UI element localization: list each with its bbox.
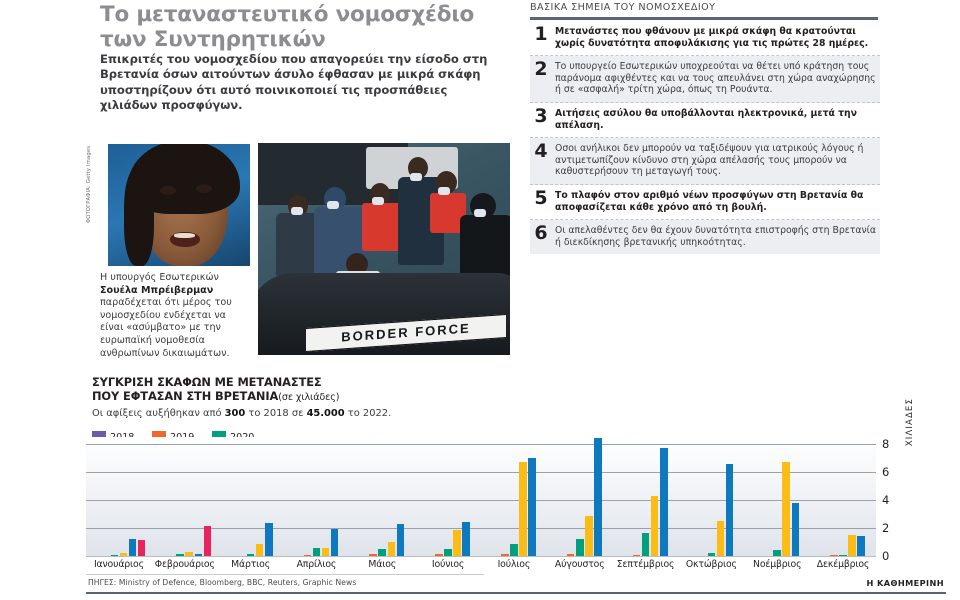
bar-2022-Δεκέμβριος: [857, 536, 865, 557]
key-point-text: Οι απελαθέντες δεν θα έχουν δυνατότητα επιστροφής στη Βρετανία ή διεκδίκησης βρετανικής υπηκοότητας.: [555, 225, 876, 248]
bar-2022-Αύγουστος: [594, 438, 602, 557]
y-tick-0: 0: [882, 549, 890, 563]
photo-face-mask: [410, 173, 422, 181]
caption-person-name: Σουέλα Μπρέιβερμαν: [100, 284, 214, 296]
bar-group: [481, 437, 547, 557]
photo-eye-left: [160, 186, 176, 195]
axis-baseline: [86, 556, 876, 557]
bar-2020-Σεπτέμβριος: [642, 533, 650, 557]
key-points-list: [530, 21, 880, 254]
bar-2022-Ιανουάριος: [129, 539, 137, 557]
photo-credit: ΦΩΤΟΓΡΑΦΙΑ: Getty Images: [86, 146, 92, 224]
panel-divider: [530, 17, 878, 20]
bar-group: [283, 437, 349, 557]
key-point-number: 4: [534, 140, 548, 163]
bar-group: [415, 437, 481, 557]
subheadline: Επικριτές του νομοσχεδίου που απαγορεύει την είσοδο στη Βρετανία όσων αιτούντων άσυλο έφθασαν με μικρά σκάφη υποστηρίζουν ότι αυτό ποινικοποιεί τις προσπάθειες χιλιάδων προσφύγων.: [100, 52, 488, 113]
bar-group: [744, 437, 810, 557]
photo-caption: [100, 272, 250, 360]
bar-group: [547, 437, 613, 557]
bar-groups: [86, 437, 876, 557]
bar-2021-Νοέμβριος: [782, 462, 790, 557]
key-points-panel: [524, 0, 960, 285]
bar-2022-Σεπτέμβριος: [660, 448, 668, 557]
bar-2021-Σεπτέμβριος: [651, 496, 659, 557]
bar-2023-Φεβρουάριος: [204, 526, 212, 557]
portrait-photo-braverman: [108, 144, 250, 266]
photo-face-mask: [474, 209, 486, 217]
key-point-number: 3: [534, 104, 548, 127]
bar-group: [152, 437, 218, 557]
subtitle-mid: το 2018 σε: [245, 408, 307, 419]
subtitle-suffix: το 2022.: [344, 408, 392, 419]
subtitle-value-2: 45.000: [306, 408, 345, 419]
x-tick-Οκτώβριος: Οκτώβριος: [685, 559, 737, 570]
chart-title-line-2: ΠΟΥ ΕΦΤΑΣΑΝ ΣΤΗ ΒΡΕΤΑΝΙΑ: [92, 389, 279, 403]
bar-2023-Ιανουάριος: [138, 540, 146, 557]
bar-2022-Ιούλιος: [528, 458, 536, 557]
x-tick-Νοέμβριος: Νοέμβριος: [753, 559, 802, 570]
bar-2022-Νοέμβριος: [792, 503, 800, 557]
x-tick-Φεβρουάριος: Φεβρουάριος: [154, 559, 215, 570]
x-axis-labels: [86, 559, 876, 570]
subtitle-value-1: 300: [224, 408, 246, 419]
bar-group: [86, 437, 152, 557]
caption-rest: παραδέχεται ότι μέρος του νομοσχεδίου ενδέχεται να είναι «ασύμβατο» με την ευρωπαϊκή νομοθεσία ανθρωπίνων δικαιωμάτων.: [100, 297, 232, 359]
x-tick-Αύγουστος: Αύγουστος: [554, 559, 605, 570]
bar-group: [218, 437, 284, 557]
key-point-text: Το πλαφόν στον αριθμό νέων προσφύγων στη Βρετανία θα αποφασίζεται κάθε χρόνο από τη βουλή.: [555, 189, 864, 213]
key-point-6: [530, 220, 880, 254]
photo-face-mask: [327, 201, 339, 209]
chart-title-line-1: ΣΥΓΚΡΙΣΗ ΣΚΑΦΩΝ ΜΕ ΜΕΤΑΝΑΣΤΕΣ: [92, 375, 322, 389]
key-point-1: [530, 21, 880, 56]
photo-hair-side: [124, 168, 154, 266]
bar-group: [613, 437, 679, 557]
footer-divider: [86, 574, 484, 575]
photo-life-vest: [362, 203, 402, 251]
key-point-number: 1: [534, 23, 548, 45]
publisher-logo: Η ΚΑΘΗΜΕΡΙΝΗ: [866, 578, 944, 588]
key-point-number: 2: [534, 58, 548, 81]
page-title: [100, 2, 500, 52]
key-point-text: Οσοι ανήλικοι δεν μπορούν να ταξιδέψουν για ιατρικούς λόγους ή αντιμετωπίζουν κίνδυνο στη χώρα απέλασής τους μπορούν να καθυστερήσουν τη μεταγωγή τους.: [555, 143, 864, 178]
sources-line: ΠΗΓΕΣ: Ministry of Defence, Bloomberg, BBC, Reuters, Graphic News: [88, 578, 357, 587]
x-tick-Απρίλιος: Απρίλιος: [296, 559, 337, 570]
bar-2022-Απρίλιος: [331, 529, 339, 557]
key-point-2: [530, 56, 880, 103]
x-tick-Ιούλιος: Ιούλιος: [497, 559, 531, 570]
y-tick-4: 4: [882, 493, 890, 508]
chart-subtitle: [92, 408, 442, 420]
bar-2022-Μάιος: [397, 524, 405, 557]
key-point-5: [530, 185, 880, 220]
key-point-text: Μετανάστες που φθάνουν με μικρά σκάφη θα κρατούνται χωρίς δυνατότητα αποφυλάκισης για τις πρώτες 28 ημέρες.: [555, 26, 869, 49]
x-tick-Μάρτιος: Μάρτιος: [231, 559, 271, 570]
bar-2021-Ιούνιος: [453, 530, 461, 557]
x-tick-Ιανουάριος: Ιανουάριος: [93, 559, 144, 570]
x-tick-Μάιος: Μάιος: [368, 559, 397, 570]
headline-line-1: Το μεταναστευτικό νομοσχέδιο: [100, 2, 475, 27]
x-tick-Δεκέμβριος: Δεκέμβριος: [816, 559, 870, 570]
bar-2021-Οκτώβριος: [717, 521, 725, 557]
boat-photo-border-force: [258, 143, 510, 355]
headline-line-2: των Συντηρητικών: [100, 27, 326, 52]
subtitle-prefix: Οι αφίξεις αυξήθηκαν από: [92, 408, 225, 419]
y-tick-6: 6: [882, 465, 890, 480]
photo-face-mask: [291, 207, 303, 215]
chart-title: [92, 375, 422, 405]
bar-2020-Ιούλιος: [510, 544, 518, 557]
chart-unit-note: (σε χιλιάδες): [278, 392, 340, 403]
y-tick-2: 2: [882, 521, 890, 536]
bar-2021-Αύγουστος: [585, 516, 593, 557]
x-tick-Σεπτέμβριος: Σεπτέμβριος: [616, 559, 675, 570]
y-tick-8: 8: [882, 437, 890, 452]
bottom-rule: [86, 592, 946, 594]
key-point-text: Το υπουργείο Εσωτερικών υποχρεούται να θέτει υπό κράτηση τους παράνομα αφιχθέντες και να τους απευλάνει στη χώρα αναχώρησης ή σε «ασφαλή» τρίτη χώρα, όπως τη Ρουάντα.: [555, 61, 876, 96]
key-point-4: [530, 138, 880, 185]
photo-face-mask: [372, 197, 384, 205]
bar-chart-plot: [86, 437, 876, 557]
photo-teeth: [174, 233, 195, 238]
caption-line-1: Η υπουργός Εσωτερικών: [100, 272, 219, 283]
bar-2020-Αύγουστος: [576, 539, 584, 557]
bar-2021-Μάρτιος: [256, 544, 264, 557]
y-axis-label: ΧΙΛΙΑΔΕΣ: [905, 398, 915, 447]
key-point-3: [530, 103, 880, 138]
key-point-text: Αιτήσεις ασύλου θα υποβάλλονται ηλεκτρονικά, μετά την απέλαση.: [555, 107, 858, 131]
panel-title: ΒΑΣΙΚΑ ΣΗΜΕΙΑ ΤΟΥ ΝΟΜΟΣΧΕΔΙΟΥ: [530, 2, 716, 13]
bar-2021-Μάιος: [388, 542, 396, 557]
boat-name-text: BORDER FORCE: [341, 320, 471, 345]
bar-2021-Δεκέμβριος: [848, 535, 856, 557]
bar-group: [349, 437, 415, 557]
bar-group: [810, 437, 876, 557]
bar-2022-Ιούνιος: [462, 522, 470, 557]
photo-eye-right: [196, 184, 212, 193]
bar-2021-Ιούλιος: [519, 462, 527, 557]
x-tick-Ιούνιος: Ιούνιος: [431, 559, 465, 570]
key-point-number: 5: [534, 186, 548, 209]
bar-2022-Οκτώβριος: [726, 464, 734, 557]
bar-2022-Μάρτιος: [265, 523, 273, 557]
bar-group: [678, 437, 744, 557]
key-point-number: 6: [534, 222, 548, 245]
photo-face-mask: [438, 187, 450, 195]
